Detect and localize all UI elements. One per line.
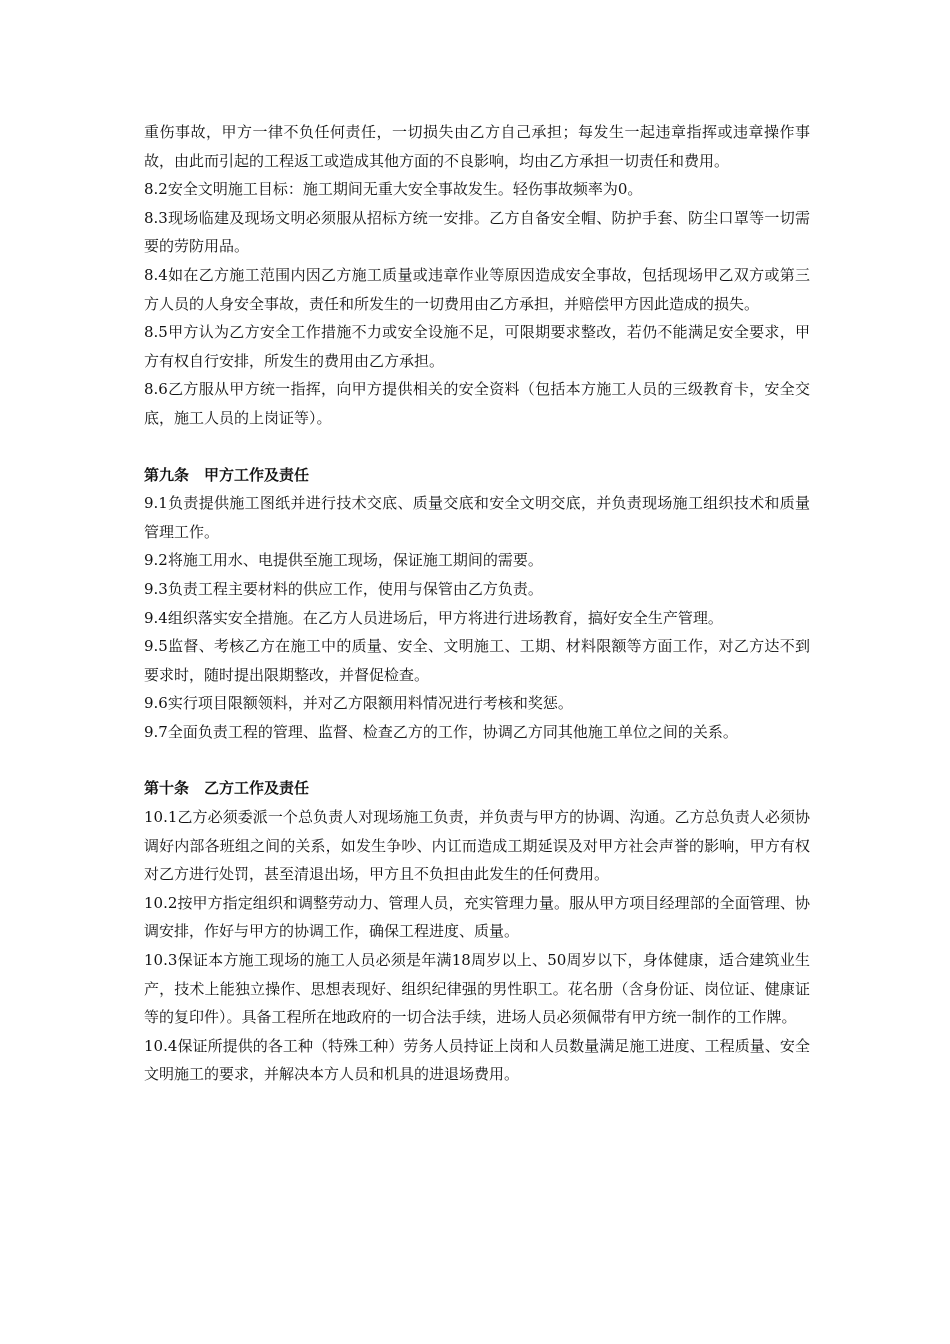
section-10-heading: 第十条 乙方工作及责任 [144,779,310,798]
clause-9-6: 9.6实行项目限额领料，并对乙方限额用料情况进行考核和奖惩。 [144,694,573,713]
clause-9-2: 9.2将施工用水、电提供至施工现场，保证施工期间的需要。 [144,551,543,570]
section-9-heading: 第九条 甲方工作及责任 [144,465,310,484]
clause-8-2: 8.2安全文明施工目标：施工期间无重大安全事故发生。轻伤事故频率为0。 [144,180,643,199]
clause-10-3: 10.3保证本方施工现场的施工人员必须是年满18周岁以上、50周岁以下，身体健康，适合建筑业生产，技术上能独立操作、思想表现好、组织纪律强的男性职工。花名册（含身份证、岗位证、健康证等的复印件）。具备工程所在地政府的一切合法手续，进场人员必须佩带有甲方统一制作的工作牌。 [144,951,810,1027]
clause-10-4: 10.4保证所提供的各工种（特殊工种）劳务人员持证上岗和人员数量满足施工进度、工程质量、安全文明施工的要求，并解决本方人员和机具的进退场费用。 [144,1036,810,1084]
clause-10-2: 10.2按甲方指定组织和调整劳动力、管理人员，充实管理力量。服从甲方项目经理部的全面管理、协调安排，作好与甲方的协调工作，确保工程进度、质量。 [144,893,810,941]
clause-9-7: 9.7全面负责工程的管理、监督、检查乙方的工作，协调乙方同其他施工单位之间的关系。 [144,722,738,741]
clause-9-3: 9.3负责工程主要材料的供应工作，使用与保管由乙方负责。 [144,579,543,598]
clause-9-5: 9.5监督、考核乙方在施工中的质量、安全、文明施工、工期、材料限额等方面工作，对乙方达不到要求时，随时提出限期整改，并督促检查。 [144,637,810,684]
document-page [144,118,810,1089]
clause-9-4: 9.4组织落实安全措施。在乙方人员进场后，甲方将进行进场教育，搞好安全生产管理。 [144,608,723,627]
clause-8-6: 8.6乙方服从甲方统一指挥，向甲方提供相关的安全资料（包括本方施工人员的三级教育卡，安全交底，施工人员的上岗证等）。 [144,380,810,427]
clause-8-4: 8.4如在乙方施工范围内因乙方施工质量或违章作业等原因造成安全事故，包括现场甲乙双方或第三方人员的人身安全事故，责任和所发生的一切费用由乙方承担，并赔偿甲方因此造成的损失。 [144,265,810,313]
clause-8-1-continuation: 重伤事故，甲方一律不负任何责任，一切损失由乙方自己承担；每发生一起违章指挥或违章操作事故，由此而引起的工程返工或造成其他方面的不良影响，均由乙方承担一切责任和费用。 [144,123,810,170]
clause-10-1: 10.1乙方必须委派一个总负责人对现场施工负责，并负责与甲方的协调、沟通。乙方总负责人必须协调好内部各班组之间的关系，如发生争吵、内讧而造成工期延误及对甲方社会声誉的影响，甲方有权对乙方进行处罚，甚至清退出场，甲方且不负担由此发生的任何费用。 [144,808,810,884]
clause-9-1: 9.1负责提供施工图纸并进行技术交底、质量交底和安全文明交底，并负责现场施工组织技术和质量管理工作。 [144,494,810,541]
clause-8-5: 8.5甲方认为乙方安全工作措施不力或安全设施不足，可限期要求整改，若仍不能满足安全要求，甲方有权自行安排，所发生的费用由乙方承担。 [144,323,810,370]
section-gap [144,746,810,774]
clause-8-3: 8.3现场临建及现场文明必须服从招标方统一安排。乙方自备安全帽、防护手套、防尘口罩等一切需要的劳防用品。 [144,208,810,256]
section-gap [144,433,810,461]
